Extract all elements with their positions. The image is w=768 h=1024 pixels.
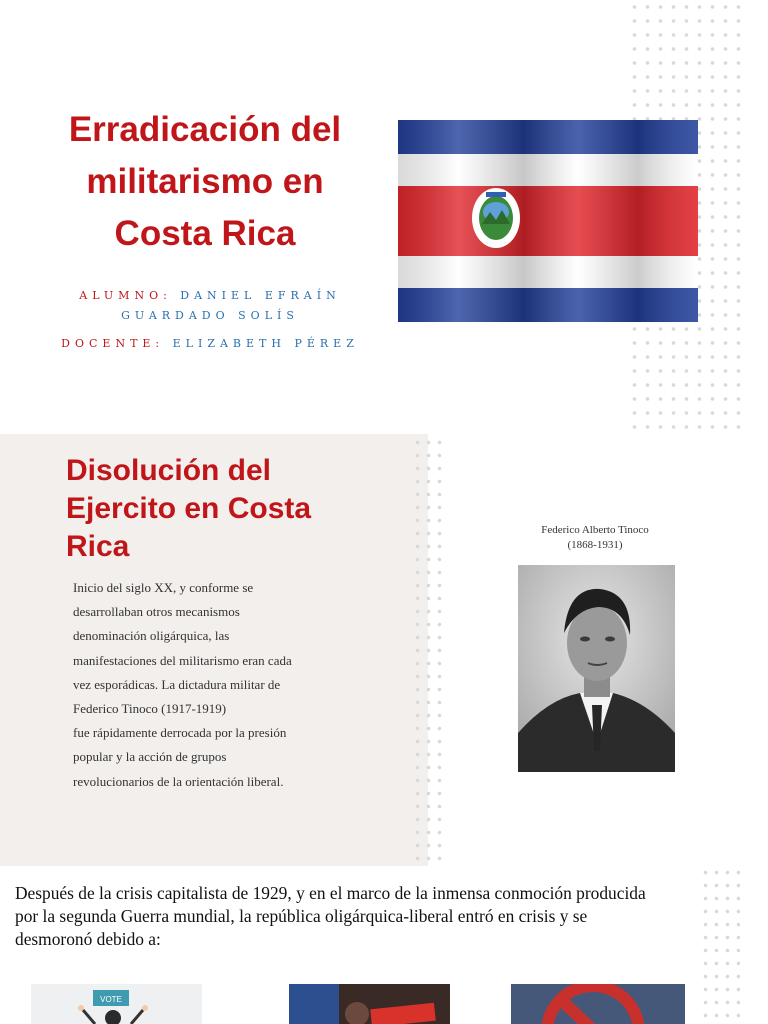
- paragraph-line: desmoronó debido a:: [15, 929, 161, 949]
- body-line: popular y la acción de grupos: [73, 749, 227, 765]
- body-line: revolucionarios de la orientación liberal.: [73, 773, 284, 789]
- paragraph-line: Después de la crisis capitalista de 1929, y en el marco de la inmensa conmoción producida: [15, 883, 646, 903]
- portrait-graphic: [518, 565, 675, 772]
- body-line: vez esporádicas. La dictadura militar de: [73, 676, 281, 692]
- paragraph-line: por la segunda Guerra mundial, la república oligárquica-liberal entró en crisis y se: [15, 906, 588, 926]
- flag-shading: [398, 120, 698, 322]
- intro-paragraph: [15, 882, 725, 951]
- section-title-line: Disolución del: [66, 454, 272, 487]
- costa-rica-flag-image: [398, 120, 698, 322]
- student-label: ALUMNO:: [79, 289, 172, 302]
- portrait-caption-years: (1868-1931): [567, 539, 623, 551]
- body-line: desarrollaban otros mecanismos: [73, 604, 240, 620]
- body-line: denominación oligárquica, las: [73, 628, 230, 644]
- section-title: [66, 452, 366, 566]
- flag-graphic: [398, 120, 698, 322]
- portrait-caption-name: Federico Alberto Tinoco: [541, 524, 649, 536]
- section-title-line: Rica: [66, 530, 130, 563]
- body-line: Federico Tinoco (1917-1919): [73, 701, 227, 717]
- body-line: manifestaciones del militarismo eran cada: [73, 652, 292, 668]
- body-line: Inicio del siglo XX, y conforme se: [73, 580, 254, 595]
- vote-sign-text: VOTE: [100, 995, 122, 1004]
- prohibition-sign-image: [511, 984, 685, 1024]
- portrait-caption: [505, 523, 685, 553]
- title-line: Costa Rica: [114, 214, 296, 253]
- coat-of-arms-icon: [472, 188, 520, 248]
- teacher-credit: [60, 334, 360, 354]
- body-line: fue rápidamente derrocada por la presión: [73, 725, 287, 741]
- section-body: [73, 576, 333, 794]
- student-credit: [60, 286, 360, 326]
- dot-pattern: [412, 436, 442, 864]
- student-name: DANIEL EFRAÍN GUARDADO SOLÍS: [121, 289, 341, 322]
- teacher-name: ELIZABETH PÉREZ: [172, 337, 359, 350]
- teacher-label: DOCENTE:: [61, 337, 165, 350]
- portrait-photo: [518, 565, 675, 772]
- protest-photo: [289, 984, 450, 1024]
- vote-illustration: [31, 984, 202, 1024]
- title-line: militarismo en: [86, 162, 324, 201]
- page-title: [40, 104, 370, 260]
- title-line: Erradicación del: [68, 110, 342, 149]
- section-title-line: Ejercito en Costa: [66, 492, 312, 525]
